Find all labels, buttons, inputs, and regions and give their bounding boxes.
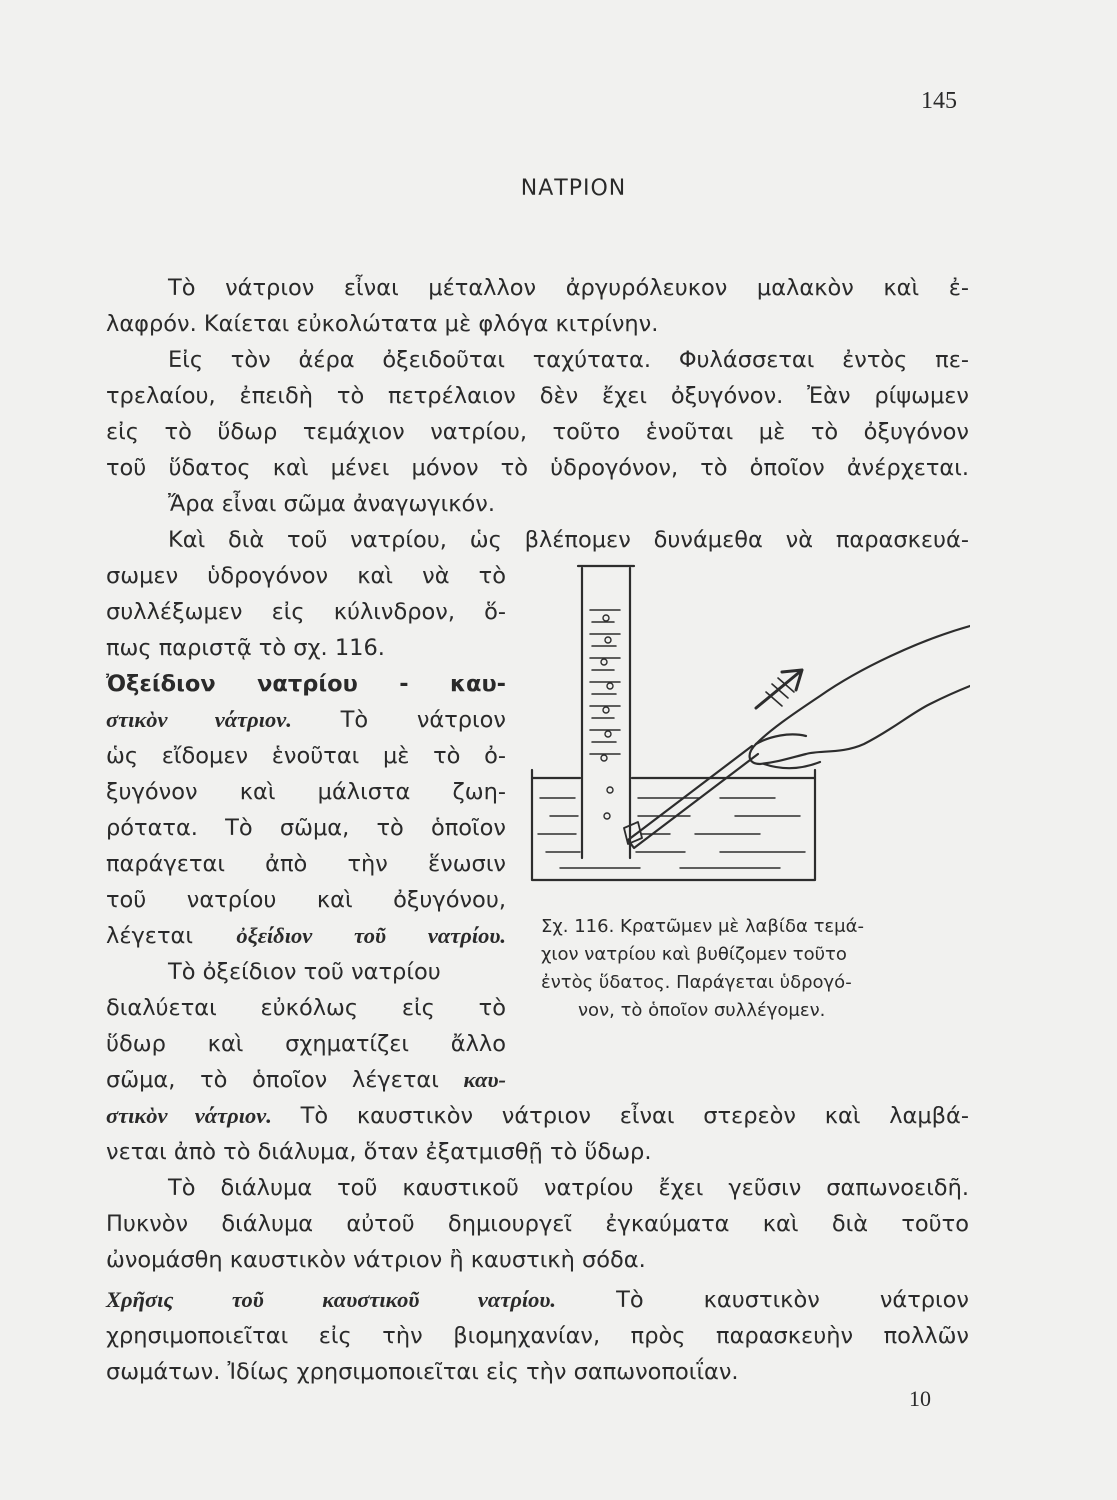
- text-line: διαλύεται εὐκόλως εἰς τὸ: [106, 995, 506, 1021]
- text-line: παράγεται ἀπὸ τὴν ἕνωσιν: [106, 851, 506, 877]
- term-caustic-soda: καυ-: [463, 1067, 506, 1092]
- term-caustic-soda-cont: στικὸν νάτριον.: [106, 1103, 272, 1128]
- footer-page-number: 10: [909, 1386, 931, 1411]
- text-line: [106, 1062, 506, 1098]
- motion-arrow: [756, 670, 802, 708]
- text-line: Τὸ νάτριον εἶναι μέταλλον ἀργυρόλευκον μαλακὸν καὶ ἐ-: [168, 275, 969, 301]
- term-sodium-oxide: ὀξείδιον τοῦ νατρίου.: [236, 923, 506, 948]
- text-line: πως παριστᾷ τὸ σχ. 116.: [106, 635, 385, 661]
- tongs: [628, 746, 758, 848]
- figure-116-illustration: [520, 558, 970, 898]
- text-line: Πυκνὸν διάλυμα αὐτοῦ δημιουργεῖ ἐγκαύματα καὶ διὰ τοῦτο: [106, 1211, 969, 1237]
- figure-caption-line: χιον νατρίου καὶ βυθίζομεν τοῦτο: [541, 944, 847, 965]
- text-line: [106, 1098, 969, 1134]
- oxide-heading-cont: στικὸν νάτριον.: [106, 707, 292, 732]
- figure-caption-line: ἐντὸς ὕδατος. Παράγεται ὑδρογό-: [541, 972, 852, 993]
- text-line: εἰς τὸ ὕδωρ τεμάχιον νατρίου, τοῦτο ἑνοῦται μὲ τὸ ὀξυγόνον: [106, 419, 969, 445]
- water-lines: [538, 798, 805, 868]
- text-line: σωμάτων. Ἰδίως χρησιμοποιεῖται εἰς τὴν σαπωνοποιΐαν.: [106, 1359, 739, 1385]
- section-heading: [106, 666, 506, 702]
- text-line: νεται ἀπὸ τὸ διάλυμα, ὅταν ἐξατμισθῇ τὸ ὕδωρ.: [106, 1139, 652, 1165]
- basin: [532, 770, 815, 880]
- text-line: Καὶ διὰ τοῦ νατρίου, ὡς βλέπομεν δυνάμεθα νὰ παρασκευά-: [168, 527, 969, 553]
- text-line: [106, 702, 506, 738]
- uses-heading: Χρῆσις τοῦ καυστικοῦ νατρίου.: [106, 1287, 557, 1312]
- text-line: Εἰς τὸν ἀέρα ὀξειδοῦται ταχύτατα. Φυλάσσεται ἐντὸς πε-: [168, 347, 969, 373]
- text-fragment: σῶμα, τὸ ὁποῖον λέγεται: [106, 1067, 439, 1093]
- oxide-heading: Ὀξείδιον νατρίου - καυ-: [106, 671, 506, 697]
- text-line: ξυγόνον καὶ μάλιστα ζωη-: [106, 779, 506, 805]
- text-fragment: Τὸ καυστικὸν νάτριον εἶναι στερεὸν καὶ λαμβά-: [300, 1103, 969, 1129]
- text-line: ὠνομάσθη καυστικὸν νάτριον ἢ καυστικὴ σόδα.: [106, 1247, 646, 1273]
- page-number: 145: [921, 88, 957, 114]
- chapter-title: ΝΑΤΡΙΟΝ: [520, 176, 627, 201]
- text-line: [106, 1282, 969, 1318]
- text-fragment: Τὸ καυστικὸν νάτριον: [616, 1287, 969, 1313]
- text-line: τρελαίου, ἐπειδὴ τὸ πετρέλαιον δὲν ἔχει ὀξυγόνον. Ἐὰν ρίψωμεν: [106, 383, 969, 409]
- text-line: τοῦ νατρίου καὶ ὀξυγόνου,: [106, 887, 506, 913]
- text-line: Τὸ ὀξείδιον τοῦ νατρίου: [168, 959, 441, 985]
- text-fragment: Τὸ νάτριον: [340, 707, 507, 733]
- figure-caption-line: Σχ. 116. Κρατῶμεν μὲ λαβίδα τεμά-: [541, 916, 864, 937]
- figure-caption-line: νον, τὸ ὁποῖον συλλέγομεν.: [578, 1000, 826, 1021]
- text-line: [106, 918, 506, 954]
- text-line: συλλέξωμεν εἰς κύλινδρον, ὅ-: [106, 599, 506, 625]
- text-line: ὡς εἴδομεν ἑνοῦται μὲ τὸ ὀ-: [106, 743, 506, 769]
- text-line: ὕδωρ καὶ σχηματίζει ἄλλο: [106, 1031, 506, 1057]
- text-line: Ἄρα εἶναι σῶμα ἀναγωγικόν.: [168, 491, 495, 517]
- text-fragment: λέγεται: [106, 923, 193, 949]
- text-line: σωμεν ὑδρογόνον καὶ νὰ τὸ: [106, 563, 506, 589]
- sodium-piece: [624, 822, 642, 844]
- text-line: λαφρόν. Καίεται εὐκολώτατα μὲ φλόγα κιτρίνην.: [106, 311, 659, 337]
- text-line: χρησιμοποιεῖται εἰς τὴν βιομηχανίαν, πρὸς παρασκευὴν πολλῶν: [106, 1323, 969, 1349]
- text-line: Τὸ διάλυμα τοῦ καυστικοῦ νατρίου ἔχει γεῦσιν σαπωνοειδῆ.: [168, 1175, 969, 1201]
- hand: [750, 626, 970, 764]
- text-line: ρότατα. Τὸ σῶμα, τὸ ὁποῖον: [106, 815, 506, 841]
- text-line: τοῦ ὕδατος καὶ μένει μόνον τὸ ὑδρογόνον, τὸ ὁποῖον ἀνέρχεται.: [106, 455, 969, 481]
